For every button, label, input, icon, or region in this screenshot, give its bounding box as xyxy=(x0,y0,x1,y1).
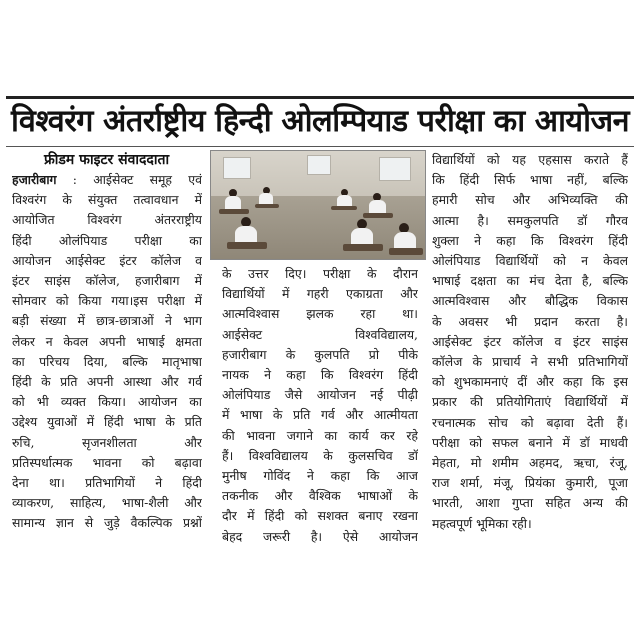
column-line: में भाषा के प्रति गर्व और आत्मीयता xyxy=(222,407,418,423)
photo-desk xyxy=(219,209,249,214)
column-line: आईसेक्ट इंटर कॉलेज व इंटर साइंस xyxy=(432,333,628,349)
column-line: बड़ी संख्या में छात्र-छात्राओं ने भाग xyxy=(12,313,202,329)
photo-window xyxy=(307,155,331,175)
headline: विश्वरंग अंतर्राष्ट्रीय हिन्दी ओलम्पियाड परीक्षा का आयोजन xyxy=(10,104,630,139)
column-line: आयोजन आईसेक्ट इंटर कॉलेज व xyxy=(12,252,202,268)
column-line: ओलंपियाड विद्यार्थियों को न केवल xyxy=(432,253,628,269)
photo-window xyxy=(379,157,411,181)
exam-hall-photo xyxy=(210,150,426,260)
photo-desk xyxy=(331,206,357,210)
column-line: रुचि, सृजनशीलता और xyxy=(12,434,202,450)
column-line: मुनीष गोविंद ने कहा कि आज xyxy=(222,468,418,484)
column-line: परीक्षा को सफल बनाने में डॉ माधवी xyxy=(432,434,628,450)
photo-figure xyxy=(225,196,241,210)
photo-desk xyxy=(363,213,393,218)
column-line: हमारी सोच और अभिव्यक्ति की xyxy=(432,192,628,208)
byline: फ्रीडम फाइटर संवाददाता xyxy=(44,152,170,168)
dateline: हजारीबाग xyxy=(12,172,57,187)
article-column-1 xyxy=(12,170,202,534)
column-line: नायक ने कहा कि विश्वरंग हिंदी xyxy=(222,367,418,383)
column-line-text: : आईसेक्ट समूह एवं xyxy=(56,172,202,187)
column-line: हिंदी के प्रति अपनी आस्था और गर्व xyxy=(12,374,202,390)
column-line: दौर में हिंदी को सशक्त बनाए रखना xyxy=(222,508,418,524)
column-line: सामान्य ज्ञान से जुड़े वैकल्पिक प्रश्नों xyxy=(12,515,202,531)
photo-desk xyxy=(343,244,383,251)
article-column-3 xyxy=(432,150,628,534)
column-line: महत्वपूर्ण भूमिका रही। xyxy=(432,515,532,531)
column-line: ओलंपियाड जैसे आयोजन नई पीढ़ी xyxy=(222,387,418,403)
column-line: आत्मविश्वास और बौद्धिक विकास xyxy=(432,293,628,309)
column-line: की भावना जगाने का कार्य कर रहे xyxy=(222,427,418,443)
column-line: इंटर साइंस कॉलेज, हजारीबाग में xyxy=(12,273,202,289)
column-line: उद्देश्य युवाओं में हिंदी भाषा के प्रति xyxy=(12,414,202,430)
column-line: राज शर्मा, मंजू, प्रियंका कुमारी, पूजा xyxy=(432,475,628,491)
column-line: आईसेक्ट विश्वविद्यालय, xyxy=(222,326,418,342)
column-line: लेकर न केवल अपनी भाषाई क्षमता xyxy=(12,333,202,349)
column-line: विद्यार्थियों में गहरी एकाग्रता और xyxy=(222,286,418,302)
column-line: मेहता, मो शमीम अहमद, ऋचा, रंजू, xyxy=(432,455,628,471)
column-line: हैं। विश्वविद्यालय के कुलसचिव डॉ xyxy=(222,447,418,463)
column-line: के उत्तर दिए। परीक्षा के दौरान xyxy=(222,266,418,281)
column-line xyxy=(12,170,202,190)
photo-figure xyxy=(369,200,386,214)
column-line: बेहद जरूरी है। ऐसे आयोजन xyxy=(222,528,418,544)
column-line: प्रकार की प्रतियोगिताएं विद्यार्थियों में xyxy=(432,394,628,410)
column-line: के अवसर भी प्रदान करता है। xyxy=(432,313,628,329)
article-column-2 xyxy=(222,264,418,547)
column-line: को शुभकामनाएं दीं और कहा कि इस xyxy=(432,374,628,390)
column-line: प्रतिस्पर्धात्मक भावना को बढ़ावा xyxy=(12,454,202,470)
column-line: आयोजित विश्वरंग अंतरराष्ट्रीय xyxy=(12,212,202,228)
top-rule xyxy=(6,96,634,99)
column-line: व्याकरण, साहित्य, भाषा-शैली और xyxy=(12,495,202,511)
column-line: कि हिंदी सिर्फ भाषा नहीं, बल्कि xyxy=(432,172,628,188)
column-line: सोमवार को किया गया।इस परीक्षा में xyxy=(12,293,202,309)
column-line: विश्वरंग के संयुक्त तत्वावधान में xyxy=(12,192,202,208)
column-line: विद्यार्थियों को यह एहसास कराते हैं xyxy=(432,152,628,167)
headline-rule xyxy=(6,146,634,147)
column-line: हिंदी ओलंपियाड परीक्षा का xyxy=(12,232,202,248)
column-line: आत्मविश्वास झलक रहा था। xyxy=(222,306,418,322)
column-line: भारती, आशा गुप्ता सहित अन्य की xyxy=(432,495,628,511)
column-line: शुक्ला ने कहा कि विश्वरंग हिंदी xyxy=(432,232,628,248)
photo-desk xyxy=(227,242,267,249)
column-line: कॉलेज के प्राचार्य ने सभी प्रतिभागियों xyxy=(432,354,628,370)
photo-desk xyxy=(255,204,279,208)
photo-window xyxy=(223,157,251,179)
photo-desk xyxy=(389,248,423,255)
column-line: तकनीक और वैश्विक भाषाओं के xyxy=(222,488,418,504)
column-line: हजारीबाग के कुलपति प्रो पीके xyxy=(222,346,418,362)
column-line: देना था। प्रतिभागियों ने हिंदी xyxy=(12,475,202,491)
column-line: को भी व्यक्त किया। आयोजन का xyxy=(12,394,202,410)
column-line: रचनात्मक सोच को बढ़ावा देती हैं। xyxy=(432,414,628,430)
column-line: आत्मा है। समकुलपति डॉ गौरव xyxy=(432,212,628,228)
column-line: का परिचय दिया, बल्कि मातृभाषा xyxy=(12,353,202,369)
column-line: भाषाई दक्षता का मंच देता है, बल्कि xyxy=(432,273,628,289)
